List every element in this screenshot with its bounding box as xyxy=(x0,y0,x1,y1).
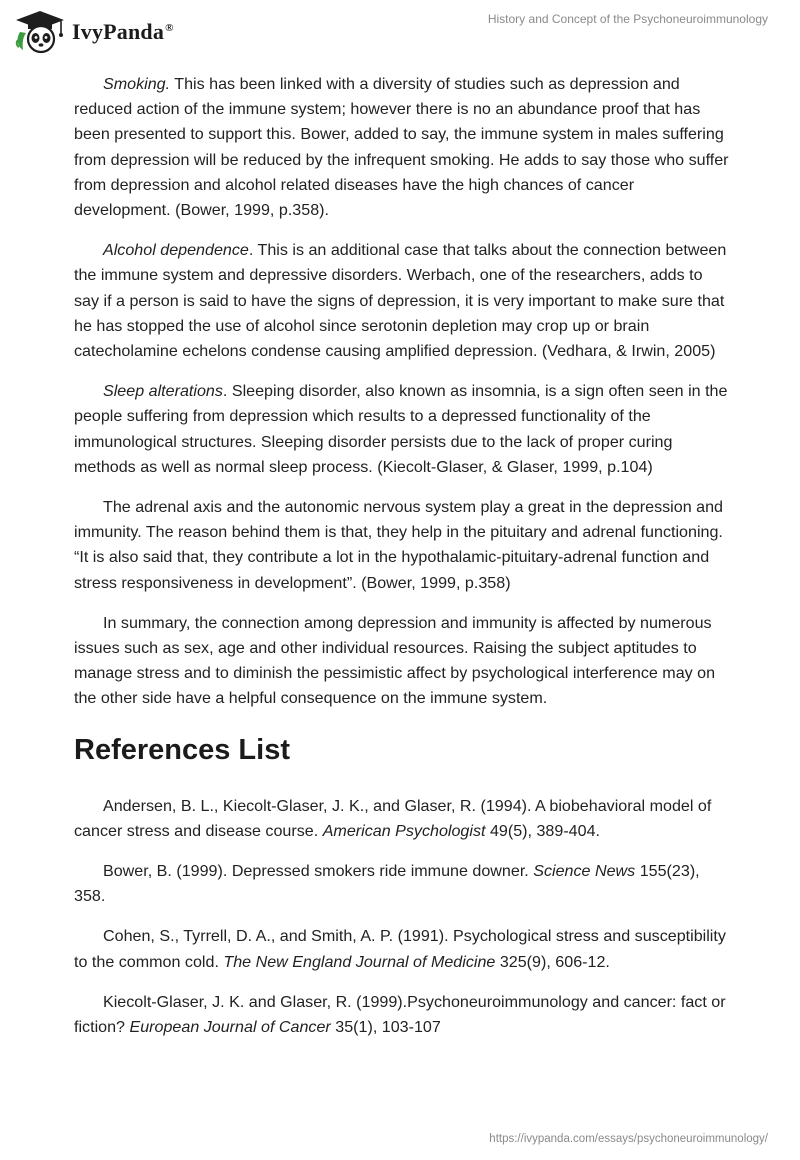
source-url-link[interactable]: https://ivypanda.com/essays/psychoneuroimmunology/ xyxy=(489,1133,768,1145)
ivypanda-logo[interactable] xyxy=(14,10,174,54)
brand-name: IvyPanda® xyxy=(72,19,174,44)
reference-item: Bower, B. (1999). Depressed smokers ride immune downer. Science News 155(23), 358. xyxy=(74,862,700,906)
reference-item: Kiecolt-Glaser, J. K. and Glaser, R. (1999).Psychoneuroimmunology and cancer: fact or fiction? European Journal of Cancer 35(1), 103-107 xyxy=(74,992,726,1037)
panda-graduate-icon xyxy=(14,10,66,54)
document-title: History and Concept of the Psychoneuroimmunology xyxy=(487,12,768,26)
paragraph: Sleep alterations. Sleeping disorder, also known as insomnia, is a sign often seen in the people suffering from depression which results to a depressed functionality of the immunological structures. Sleeping disorder persists due to the lack of proper curing methods as well as normal sleep process. (Kiecolt-Glaser, & Glaser, 1999, p.104) xyxy=(74,382,728,476)
paragraph: The adrenal axis and the autonomic nervous system play a great in the depression and immunity. The reason behind them is that, they help in the pituitary and adrenal functioning. “It is also said that, they contribute a lot in the hypothalamic-pituitary-adrenal function and stress responsiveness in development”. (Bower, 1999, p.358) xyxy=(74,498,723,592)
references-heading: References List xyxy=(74,733,290,766)
essay-content xyxy=(74,72,730,1055)
paragraph: In summary, the connection among depression and immunity is affected by numerous issues such as sex, age and other individual resources. Raising the subject aptitudes to manage stress and to diminish the pessimistic affect by psychological interference may on the other side have a helpful consequence on the immune system. xyxy=(74,613,716,708)
paragraph: Alcohol dependence. This is an additional case that talks about the connection between the immune system and depressive disorders. Werbach, one of the researchers, adds to say if a person is said to have the signs of depression, it is very important to make sure that he has stopped the use of alcohol since serotonin depletion may crop up or brain catecholamine echelons condense causing amplified depression. (Vedhara, & Irwin, 2005) xyxy=(74,241,727,361)
page-header xyxy=(0,0,800,66)
reference-item: Andersen, B. L., Kiecolt-Glaser, J. K., and Glaser, R. (1994). A biobehavioral model of cancer stress and disease course. American Psychologist 49(5), 389-404. xyxy=(74,796,712,840)
reference-item: Cohen, S., Tyrrell, D. A., and Smith, A. P. (1991). Psychological stress and susceptibility to the common cold. The New England Journal of Medicine 325(9), 606-12. xyxy=(74,927,726,971)
paragraph: Smoking. This has been linked with a diversity of studies such as depression and reduced action of the immune system; however there is no an abundance proof that has been presented to support this. Bower, added to say, the immune system in males suffering from depression will be reduced by the infrequent smoking. He adds to say those who suffer from depression and alcohol related diseases have the high chances of cancer development. (Bower, 1999, p.358). xyxy=(74,75,729,220)
